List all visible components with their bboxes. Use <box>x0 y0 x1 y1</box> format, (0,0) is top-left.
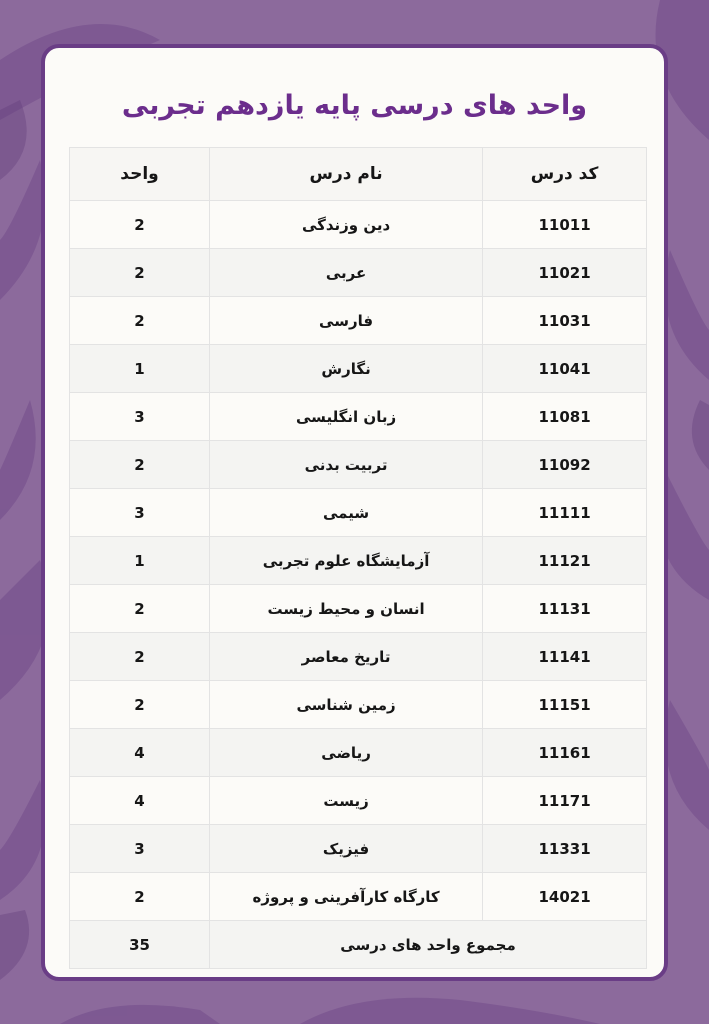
course-name-cell: دین وزندگی <box>210 201 483 249</box>
page-title: واحد های درسی پایه یازدهم تجربی <box>121 90 588 121</box>
course-code-cell: 11111 <box>483 489 647 537</box>
header-course-name: نام درس <box>210 148 483 201</box>
course-table-card <box>41 44 668 981</box>
course-code-cell: 11021 <box>483 249 647 297</box>
table-row <box>70 633 647 681</box>
table-row <box>70 585 647 633</box>
total-label: مجموع واحد های درسی <box>210 921 647 969</box>
table-row <box>70 489 647 537</box>
course-code-cell: 11121 <box>483 537 647 585</box>
course-units-cell: 3 <box>70 393 210 441</box>
table-row <box>70 345 647 393</box>
table-row <box>70 873 647 921</box>
course-units-cell: 1 <box>70 345 210 393</box>
course-name-cell: شیمی <box>210 489 483 537</box>
course-units-cell: 2 <box>70 297 210 345</box>
course-units-cell: 3 <box>70 489 210 537</box>
table-row <box>70 825 647 873</box>
table-header-row <box>70 148 647 201</box>
course-name-cell: عربی <box>210 249 483 297</box>
course-code-cell: 14021 <box>483 873 647 921</box>
course-units-cell: 2 <box>70 873 210 921</box>
course-name-cell: زبان انگلیسی <box>210 393 483 441</box>
total-value: 35 <box>70 921 210 969</box>
table-row <box>70 729 647 777</box>
course-code-cell: 11331 <box>483 825 647 873</box>
course-name-cell: انسان و محیط زیست <box>210 585 483 633</box>
course-name-cell: تربیت بدنی <box>210 441 483 489</box>
course-units-cell: 2 <box>70 633 210 681</box>
course-name-cell: تاریخ معاصر <box>210 633 483 681</box>
course-code-cell: 11141 <box>483 633 647 681</box>
course-name-cell: کارگاه کارآفرینی و پروژه <box>210 873 483 921</box>
course-code-cell: 11031 <box>483 297 647 345</box>
course-name-cell: فیزیک <box>210 825 483 873</box>
course-units-cell: 2 <box>70 441 210 489</box>
course-code-cell: 11131 <box>483 585 647 633</box>
table-row <box>70 681 647 729</box>
course-name-cell: نگارش <box>210 345 483 393</box>
table-row <box>70 249 647 297</box>
course-units-cell: 2 <box>70 249 210 297</box>
course-units-cell: 1 <box>70 537 210 585</box>
course-code-cell: 11011 <box>483 201 647 249</box>
course-code-cell: 11171 <box>483 777 647 825</box>
course-name-cell: فارسی <box>210 297 483 345</box>
course-units-cell: 2 <box>70 681 210 729</box>
header-units: واحد <box>70 148 210 201</box>
table-row <box>70 393 647 441</box>
course-name-cell: زیست <box>210 777 483 825</box>
course-units-cell: 4 <box>70 729 210 777</box>
course-code-cell: 11041 <box>483 345 647 393</box>
table-row <box>70 297 647 345</box>
courses-table <box>69 147 647 969</box>
course-code-cell: 11092 <box>483 441 647 489</box>
table-row <box>70 537 647 585</box>
total-row <box>70 921 647 969</box>
course-code-cell: 11161 <box>483 729 647 777</box>
course-name-cell: آزمایشگاه علوم تجربی <box>210 537 483 585</box>
header-course-code: کد درس <box>483 148 647 201</box>
course-code-cell: 11081 <box>483 393 647 441</box>
course-name-cell: ریاضی <box>210 729 483 777</box>
course-units-cell: 2 <box>70 585 210 633</box>
course-units-cell: 3 <box>70 825 210 873</box>
course-units-cell: 2 <box>70 201 210 249</box>
table-row <box>70 441 647 489</box>
table-row <box>70 777 647 825</box>
table-row <box>70 201 647 249</box>
course-code-cell: 11151 <box>483 681 647 729</box>
course-name-cell: زمین شناسی <box>210 681 483 729</box>
course-units-cell: 4 <box>70 777 210 825</box>
